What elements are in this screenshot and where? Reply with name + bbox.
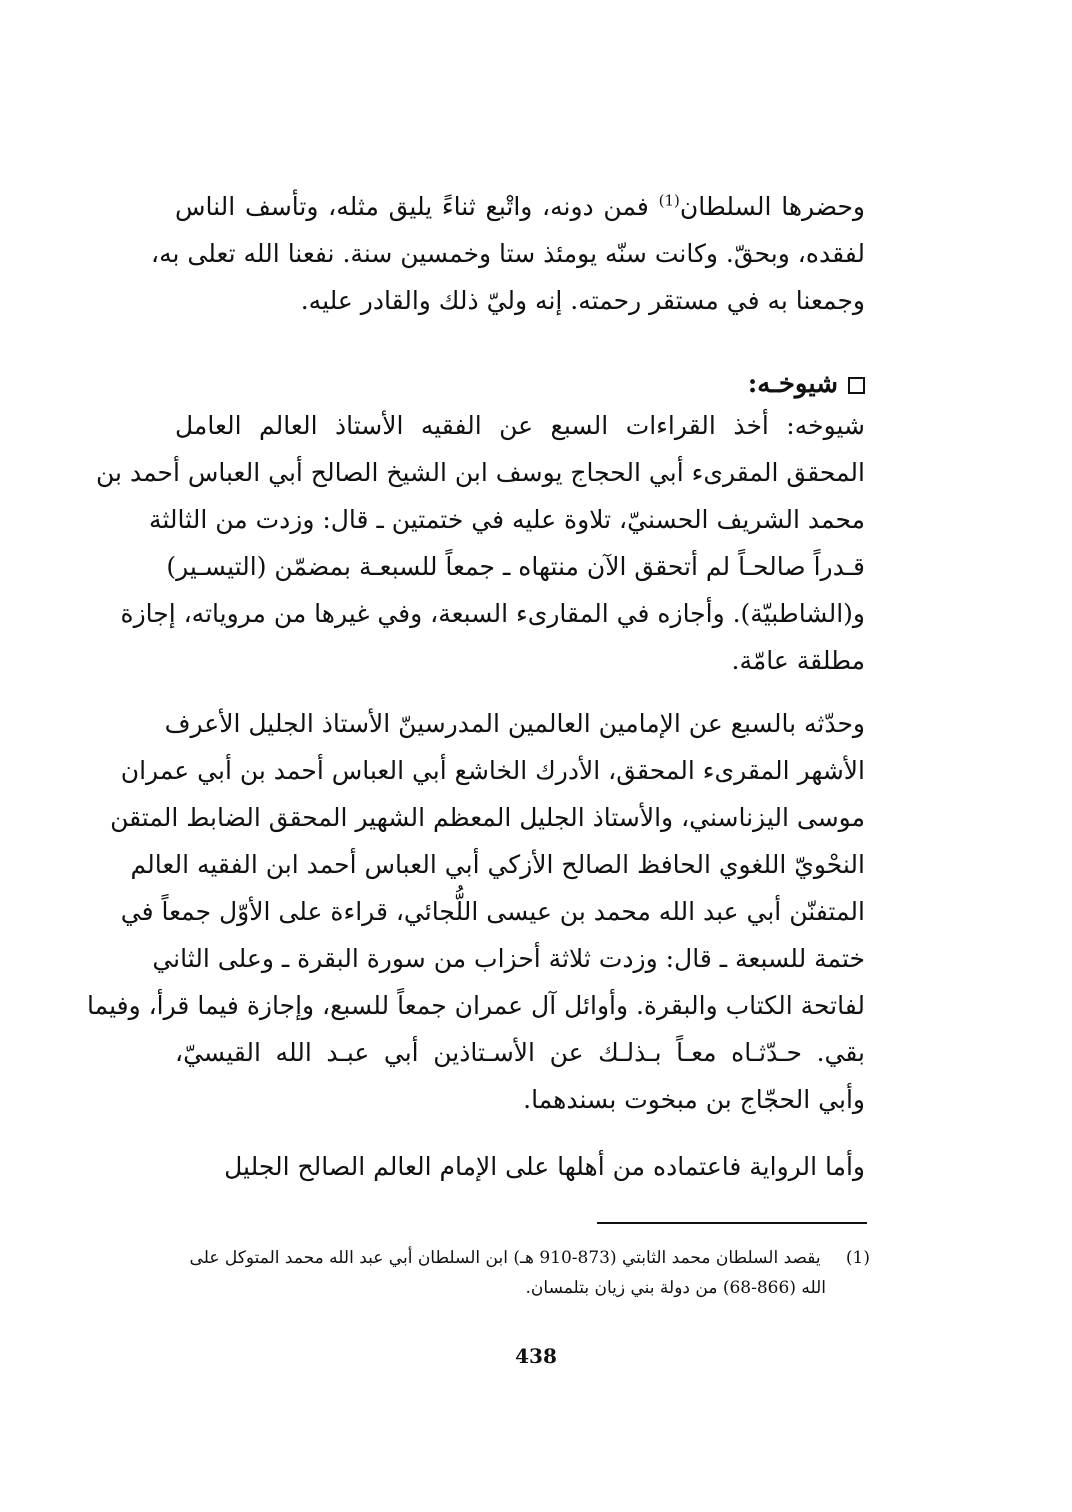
paragraph-3 xyxy=(87,700,865,1123)
paragraph-2 xyxy=(96,402,865,684)
section-heading xyxy=(175,361,865,408)
page-number: 438 xyxy=(515,1344,557,1368)
paragraph-3-line-3: موسى اليزناسني، والأستاذ الجليل المعظم الشهير المحقق الضابط المتقن xyxy=(110,803,865,832)
footnote xyxy=(175,1243,870,1303)
paragraph-4 xyxy=(175,1143,865,1190)
paragraph-3-line-6: ختمة للسبعة ـ قال: وزدت ثلاثة أحزاب من سورة البقرة ـ وعلى الثاني xyxy=(152,944,865,973)
paragraph-2-line-2: المحقق المقرىء أبي الحجاج يوسف ابن الشيخ الصالح أبي العباس أحمد بن xyxy=(96,458,865,487)
paragraph-3-line-5: المتفنّن أبي عبد الله محمد بن عيسى اللُّجائي، قراءة على الأوّل جمعاً في xyxy=(120,897,865,926)
paragraph-2-line-4: قـدراً صالحـاً لم أتحقق الآن منتهاه ـ جمعاً للسبعـة بمضمّن (التيسـير) xyxy=(166,552,865,581)
paragraph-3-line-7: لفاتحة الكتاب والبقرة. وأوائل آل عمران جمعاً للسبع، وإجازة فيما قرأ، وفيما xyxy=(87,991,865,1020)
paragraph-2-line-6: مطلقة عامّة. xyxy=(731,646,865,675)
paragraph-1-line-3: وجمعنا به في مستقر رحمته. إنه وليّ ذلك والقادر عليه. xyxy=(300,286,865,315)
paragraph-3-line-2: الأشهر المقرىء المحقق، الأدرك الخاشع أبي العباس أحمد بن أبي عمران xyxy=(120,756,865,785)
paragraph-1 xyxy=(151,183,866,324)
paragraph-1-line-1: وحضرها السلطان$^{(1)}$ فمن دونه، واتْبع ثناءً يليق مثله، وتأسف الناس xyxy=(175,191,866,221)
paragraph-2-line-1: شيوخه: أخذ القراءات السبع عن الفقيه الأستاذ العالم العامل xyxy=(175,411,865,440)
footnote-reference[interactable]: (1) xyxy=(658,191,680,210)
section-heading-text: شيوخـه: xyxy=(747,369,838,399)
footnote-line-1: (1) يقصد السلطان محمد الثابتي (873-910 هـ) ابن السلطان أبي عبد الله محمد المتوكل على xyxy=(175,1243,870,1273)
footnote-number: (1) xyxy=(845,1248,870,1268)
paragraph-4-line-1: وأما الرواية فاعتماده من أهلها على الإمام العالم الصالح الجليل xyxy=(224,1152,865,1181)
footnote-line-2: الله (866-68) من دولة بني زيان بتلمسان. xyxy=(525,1278,826,1298)
square-bullet-icon xyxy=(848,377,865,394)
paragraph-3-line-8: بقي. حـدّثـاه معـاً بـذلـك عن الأسـتاذين أبي عبـد الله القيسيّ، xyxy=(175,1038,865,1067)
paragraph-1-line-2: لفقده، وبحقّ. وكانت سنّه يومئذ ستا وخمسين سنة. نفعنا الله تعلى به، xyxy=(151,239,865,268)
footnote-separator xyxy=(597,1222,867,1224)
paragraph-2-line-3: محمد الشريف الحسنيّ، تلاوة عليه في ختمتين ـ قال: وزدت من الثالثة xyxy=(148,505,865,534)
paragraph-2-line-5: و(الشاطبيّة). وأجازه في المقارىء السبعة، وفي غيرها من مروياته، إجازة xyxy=(120,599,865,628)
paragraph-3-line-9: وأبي الحجّاج بن مبخوت بسندهما. xyxy=(523,1085,865,1114)
paragraph-3-line-4: النحْويّ اللغوي الحافظ الصالح الأزكي أبي العباس أحمد ابن الفقيه العالم xyxy=(130,850,865,879)
paragraph-3-line-1: وحدّثه بالسبع عن الإمامين العالمين المدرسينّ الأستاذ الجليل الأعرف xyxy=(164,709,865,738)
